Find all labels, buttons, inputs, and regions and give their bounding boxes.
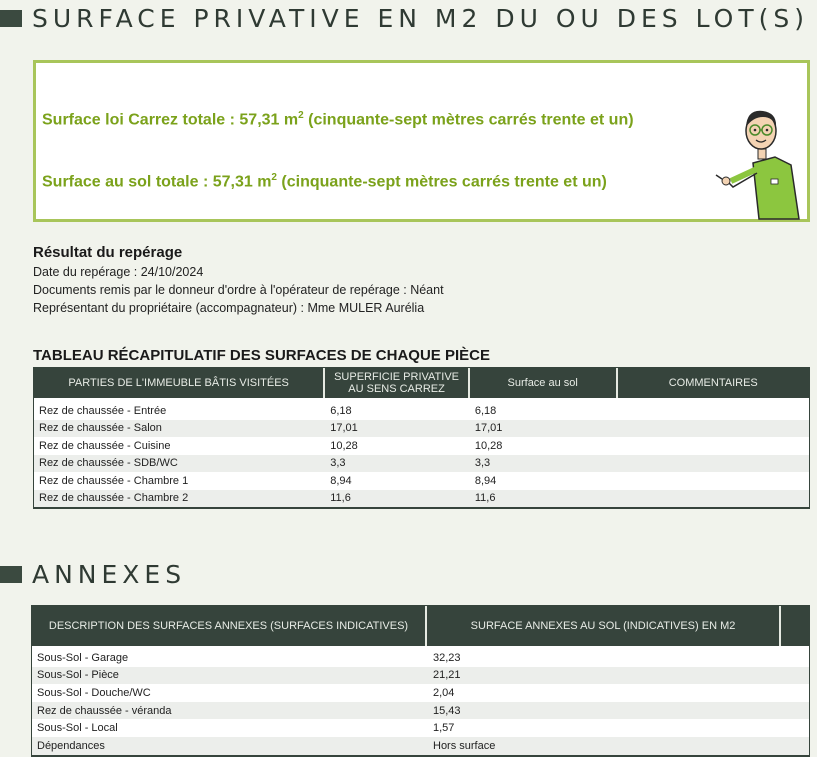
surface-sol-total (42, 167, 662, 193)
cell-carrez: 6,18 (330, 404, 352, 417)
cell-description: Sous-Sol - Pièce (37, 669, 119, 682)
cell-surface: 15,43 (433, 704, 461, 717)
table-body (32, 646, 809, 755)
cell-piece: Rez de chaussée - Salon (39, 422, 162, 435)
cell-sol: 10,28 (474, 439, 503, 452)
section-title-surface (0, 4, 809, 33)
table-row (32, 702, 809, 720)
cell-sol: 17,01 (474, 422, 503, 435)
cell-sol: 11,6 (474, 492, 496, 505)
cell-sol: 6,18 (474, 404, 497, 417)
table-row (34, 490, 809, 508)
table-header (32, 606, 809, 646)
table-row (32, 684, 809, 702)
cell-description: Dépendances (37, 739, 105, 752)
section-title-annexes (0, 560, 186, 589)
cell-surface: 1,57 (433, 722, 455, 735)
cell-surface: Hors surface (433, 739, 496, 752)
header-parties: PARTIES DE L'IMMEUBLE BÂTIS VISITÉES (34, 368, 325, 398)
table-row (34, 420, 809, 438)
section-title-text: ANNEXES (32, 560, 187, 589)
sol-total-suffix: (cinquante-sept mètres carrés trente et un) (276, 173, 607, 191)
table-row (32, 667, 809, 685)
title-bullet (0, 566, 22, 583)
cell-piece: Rez de chaussée - Chambre 2 (39, 492, 189, 505)
cell-description: Rez de chaussée - véranda (37, 704, 172, 717)
pointing-character-icon (713, 101, 803, 221)
header-surface-annexes: SURFACE ANNEXES AU SOL (INDICATIVES) EN M2 (427, 606, 781, 646)
result-representative: Représentant du propriétaire (accompagnateur) : Mme MULER Aurélia (33, 301, 425, 315)
table-row (32, 737, 809, 755)
table-header (34, 368, 809, 398)
table-title: TABLEAU RÉCAPITULATIF DES SURFACES DE CHAQUE PIÈCE (33, 347, 490, 364)
cell-carrez: 17,01 (330, 422, 358, 435)
cell-description: Sous-Sol - Local (37, 722, 118, 735)
sol-total-prefix: Surface au sol totale : 57,31 m (42, 173, 272, 191)
cell-sol: 3,3 (474, 457, 491, 470)
carrez-superscript: 2 (298, 110, 304, 121)
cell-description: Sous-Sol - Garage (37, 651, 129, 664)
cell-piece: Rez de chaussée - Cuisine (39, 439, 171, 452)
result-section (33, 244, 444, 317)
cell-surface: 2,04 (433, 686, 455, 699)
cell-carrez: 8,94 (330, 474, 352, 487)
title-bullet (0, 10, 22, 27)
table-row (34, 455, 809, 473)
cell-surface: 32,23 (433, 651, 461, 664)
cell-surface: 21,21 (433, 669, 461, 682)
cell-piece: Rez de chaussée - SDB/WC (39, 457, 178, 470)
annexes-table (31, 605, 810, 757)
table-row (32, 649, 809, 667)
section-title-text: SURFACE PRIVATIVE EN M2 DU OU DES LOT(S) (32, 4, 809, 33)
result-heading: Résultat du repérage (33, 244, 183, 261)
table-row (34, 472, 809, 490)
cell-carrez: 3,3 (330, 457, 346, 470)
result-date: Date du repérage : 24/10/2024 (33, 265, 204, 279)
carrez-total-suffix: (cinquante-sept mètres carrés trente et un) (303, 111, 634, 129)
cell-carrez: 11,6 (330, 492, 351, 505)
surface-summary-box (33, 60, 810, 222)
header-surface-sol: Surface au sol (470, 368, 618, 398)
header-commentaires: COMMENTAIRES (668, 377, 758, 389)
result-documents: Documents remis par le donneur d'ordre à l'opérateur de repérage : Néant (33, 283, 444, 297)
table-body (34, 398, 809, 507)
header-superficie: SUPERFICIE PRIVATIVE AU SENS CARREZ (325, 368, 470, 398)
cell-sol: 8,94 (474, 474, 497, 487)
header-empty (781, 606, 809, 646)
cell-piece: Rez de chaussée - Chambre 1 (39, 474, 189, 487)
sol-superscript: 2 (271, 172, 277, 183)
carrez-total-prefix: Surface loi Carrez totale : 57,31 m (42, 111, 299, 129)
table-row (34, 402, 809, 420)
table-row (34, 437, 809, 455)
header-description: DESCRIPTION DES SURFACES ANNEXES (SURFACES INDICATIVES) (32, 606, 427, 646)
cell-piece: Rez de chaussée - Entrée (39, 404, 167, 417)
cell-carrez: 10,28 (330, 439, 358, 452)
surfaces-table (33, 367, 810, 509)
cell-description: Sous-Sol - Douche/WC (37, 686, 151, 699)
surface-carrez-total (42, 105, 662, 131)
table-row (32, 719, 809, 737)
